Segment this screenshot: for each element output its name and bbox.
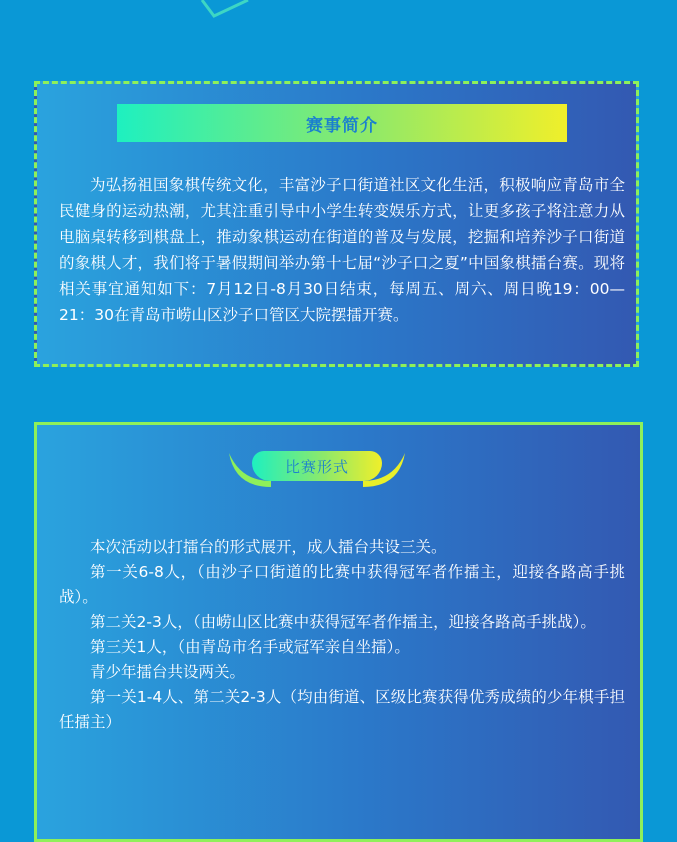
- competition-format-panel: [34, 422, 643, 842]
- event-intro-panel: [34, 81, 639, 367]
- competition-format-title: 比赛形式: [252, 451, 382, 481]
- top-chevron-decoration: [200, 0, 260, 20]
- format-paragraph: 第一关6-8人，（由沙子口街道的比赛中获得冠军者作擂主，迎接各路高手挑战）。: [59, 563, 625, 606]
- competition-format-text: [59, 535, 625, 735]
- format-paragraph: 青少年擂台共设两关。: [90, 663, 246, 681]
- event-intro-text: 为弘扬祖国象棋传统文化，丰富沙子口街道社区文化生活，积极响应青岛市全民健身的运动热潮，尤其注重引导中小学生转变娱乐方式，让更多孩子将注意力从电脑桌转移到棋盘上，推动象棋运动在街道的普及与发展，挖掘和培养沙子口街道的象棋人才，我们将于暑假期间举办第十七届“沙子口之夏”中国象棋擂台赛。现将相关事宜通知如下：7月12日-8月30日结束，每周五、周六、周日晚19：00—21：30在青岛市崂山区沙子口管区大院摆擂开赛。: [59, 176, 625, 324]
- format-paragraph: 第三关1人，（由青岛市名手或冠军亲自坐擂）。: [90, 638, 410, 656]
- format-paragraph: 本次活动以打擂台的形式展开，成人擂台共设三关。: [90, 538, 447, 556]
- competition-format-heading: [227, 447, 407, 489]
- format-paragraph: 第二关2-3人，（由崂山区比赛中获得冠军者作擂主，迎接各路高手挑战）。: [90, 613, 596, 631]
- format-paragraph: 第一关1-4人、第二关2-3人（均由街道、区级比赛获得优秀成绩的少年棋手担任擂主）: [59, 688, 625, 731]
- event-intro-title: 赛事简介: [117, 104, 567, 142]
